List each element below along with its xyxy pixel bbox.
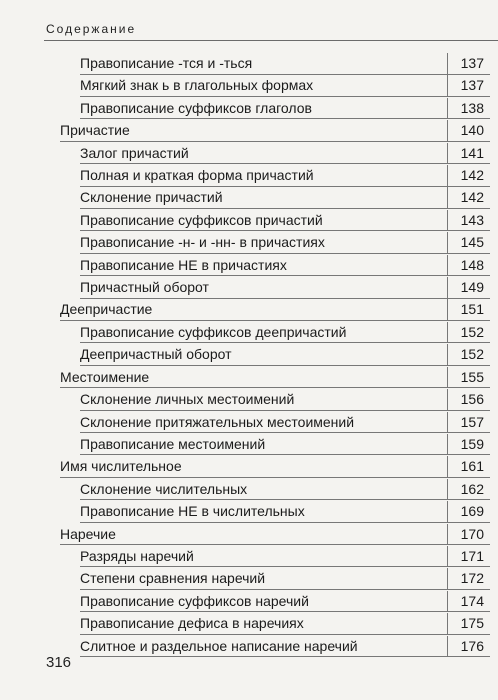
toc-entry-title: Деепричастие	[60, 301, 153, 318]
toc-entry-page: 171	[460, 547, 484, 564]
toc-entry-underline	[80, 499, 490, 500]
toc-entry-title: Правописание суффиксов причастий	[80, 211, 323, 228]
toc-entry-underline	[60, 387, 490, 388]
toc-entry-underline	[80, 589, 490, 590]
toc-entry-title: Правописание -н- и -нн- в причастиях	[80, 234, 325, 251]
toc-entry-underline	[60, 477, 490, 478]
toc-entry-row[interactable]	[60, 322, 490, 344]
toc-entry-title: Склонение притяжательных местоимений	[80, 413, 355, 430]
header-divider	[44, 40, 498, 41]
toc-entry-underline	[80, 410, 490, 411]
toc-page-separator	[447, 412, 448, 433]
toc-section-row[interactable]	[60, 367, 490, 389]
toc-entry-page: 172	[460, 570, 484, 587]
toc-entry-page: 169	[460, 503, 484, 520]
toc-page-separator	[447, 501, 448, 522]
toc-entry-title: Правописание суффиксов наречий	[80, 592, 309, 609]
toc-page-separator	[447, 210, 448, 231]
toc-entry-title: Причастный оборот	[80, 279, 209, 296]
toc-entry-row[interactable]	[60, 143, 490, 165]
toc-entry-underline	[80, 96, 490, 97]
toc-page-separator	[447, 143, 448, 164]
toc-page-separator	[447, 389, 448, 410]
toc-entry-row[interactable]	[60, 75, 490, 97]
toc-entry-page: 157	[460, 413, 484, 430]
toc-section-row[interactable]	[60, 299, 490, 321]
toc-entry-title: Правописание местоимений	[80, 435, 266, 452]
toc-page-separator	[447, 568, 448, 589]
toc-entry-row[interactable]	[60, 232, 490, 254]
toc-entry-row[interactable]	[60, 568, 490, 590]
toc-entry-title: Разряды наречий	[80, 547, 194, 564]
toc-entry-underline	[80, 342, 490, 343]
toc-entry-underline	[80, 432, 490, 433]
toc-entry-row[interactable]	[60, 479, 490, 501]
toc-page-separator	[447, 120, 448, 141]
toc-page-separator	[447, 636, 448, 657]
toc-entry-title: Правописание НЕ в числительных	[80, 503, 305, 520]
toc-entry-page: 174	[460, 592, 484, 609]
toc-entry-title: Склонение личных местоимений	[80, 391, 295, 408]
toc-entry-underline	[80, 365, 490, 366]
toc-entry-page: 175	[460, 615, 484, 632]
toc-entry-page: 145	[460, 234, 484, 251]
toc-section-row[interactable]	[60, 456, 490, 478]
toc-entry-row[interactable]	[60, 187, 490, 209]
toc-entry-row[interactable]	[60, 546, 490, 568]
toc-entry-underline	[80, 275, 490, 276]
toc-entry-title: Склонение числительных	[80, 480, 248, 497]
toc-page-separator	[447, 434, 448, 455]
toc-entry-page: 162	[460, 480, 484, 497]
toc-page-separator	[447, 613, 448, 634]
toc-entry-underline	[60, 141, 490, 142]
toc-entry-title: Слитное и раздельное написание наречий	[80, 637, 358, 654]
toc-entry-title: Причастие	[60, 122, 130, 139]
toc-entry-row[interactable]	[60, 165, 490, 187]
toc-entry-page: 152	[460, 323, 484, 340]
toc-entry-page: 156	[460, 391, 484, 408]
toc-entry-title: Имя числительное	[60, 458, 182, 475]
toc-entry-underline	[80, 186, 490, 187]
toc-entry-title: Мягкий знак ь в глагольных формах	[80, 77, 314, 94]
toc-entry-title: Правописание НЕ в причастиях	[80, 256, 287, 273]
toc-page-separator	[447, 75, 448, 96]
toc-entry-page: 155	[460, 368, 484, 385]
toc-entry-row[interactable]	[60, 389, 490, 411]
toc-entry-page: 149	[460, 279, 484, 296]
toc-entry-title: Местоимение	[60, 368, 150, 385]
toc-entry-page: 141	[460, 144, 484, 161]
table-of-contents	[60, 53, 490, 658]
toc-entry-underline	[80, 656, 490, 657]
toc-entry-page: 159	[460, 435, 484, 452]
toc-entry-title: Степени сравнения наречий	[80, 570, 266, 587]
page-number: 316	[46, 654, 72, 671]
toc-entry-row[interactable]	[60, 412, 490, 434]
toc-entry-row[interactable]	[60, 53, 490, 75]
toc-entry-page: 142	[460, 167, 484, 184]
toc-page-separator	[447, 299, 448, 320]
toc-section-row[interactable]	[60, 120, 490, 142]
toc-entry-row[interactable]	[60, 344, 490, 366]
toc-entry-title: Правописание дефиса в наречиях	[80, 615, 304, 632]
toc-page-separator	[447, 98, 448, 119]
toc-entry-page: 143	[460, 211, 484, 228]
toc-entry-underline	[80, 522, 490, 523]
toc-entry-underline	[80, 253, 490, 254]
toc-entry-page: 140	[460, 122, 484, 139]
toc-entry-title: Залог причастий	[80, 144, 189, 161]
toc-entry-title: Наречие	[60, 525, 116, 542]
toc-page-separator	[447, 322, 448, 343]
toc-entry-page: 152	[460, 346, 484, 363]
toc-entry-title: Полная и краткая форма причастий	[80, 167, 314, 184]
toc-entry-page: 137	[460, 77, 484, 94]
toc-entry-underline	[80, 634, 490, 635]
toc-page-separator	[447, 165, 448, 186]
toc-entry-row[interactable]	[60, 434, 490, 456]
toc-entry-page: 170	[460, 525, 484, 542]
toc-entry-title: Деепричастный оборот	[80, 346, 232, 363]
toc-entry-row[interactable]	[60, 501, 490, 523]
toc-entry-underline	[80, 454, 490, 455]
toc-entry-underline	[60, 320, 490, 321]
toc-entry-row[interactable]	[60, 255, 490, 277]
toc-entry-page: 161	[460, 458, 484, 475]
toc-entry-row[interactable]	[60, 210, 490, 232]
toc-page-separator	[447, 367, 448, 388]
toc-entry-underline	[80, 163, 490, 164]
toc-entry-page: 148	[460, 256, 484, 273]
toc-page-separator	[447, 232, 448, 253]
toc-entry-row[interactable]	[60, 98, 490, 120]
toc-page-separator	[447, 546, 448, 567]
toc-entry-page: 176	[460, 637, 484, 654]
toc-entry-title: Склонение причастий	[80, 189, 223, 206]
toc-page-separator	[447, 255, 448, 276]
toc-page-separator	[447, 591, 448, 612]
toc-entry-underline	[80, 208, 490, 209]
toc-page-separator	[447, 479, 448, 500]
toc-entry-underline	[80, 611, 490, 612]
toc-page-separator	[447, 53, 448, 74]
toc-entry-title: Правописание -тся и -ться	[80, 55, 253, 71]
toc-entry-underline	[80, 298, 490, 299]
toc-entry-title: Правописание суффиксов деепричастий	[80, 323, 347, 340]
toc-section-row[interactable]	[60, 524, 490, 546]
toc-entry-title: Правописание суффиксов глаголов	[80, 99, 312, 116]
toc-entry-underline	[80, 566, 490, 567]
toc-entry-page: 137	[460, 55, 484, 71]
toc-entry-page: 151	[460, 301, 484, 318]
toc-entry-row[interactable]	[60, 277, 490, 299]
toc-entry-row[interactable]	[60, 636, 490, 658]
toc-entry-underline	[60, 544, 490, 545]
toc-page-separator	[447, 277, 448, 298]
toc-entry-page: 142	[460, 189, 484, 206]
toc-entry-page: 138	[460, 99, 484, 116]
toc-entry-row[interactable]	[60, 591, 490, 613]
toc-entry-underline	[80, 230, 490, 231]
toc-entry-row[interactable]	[60, 613, 490, 635]
toc-entry-underline	[80, 74, 490, 75]
toc-entry-underline	[80, 118, 490, 119]
toc-page-separator	[447, 524, 448, 545]
toc-page-separator	[447, 344, 448, 365]
page-header-title: Содержание	[46, 22, 137, 36]
toc-page-separator	[447, 456, 448, 477]
toc-page-separator	[447, 187, 448, 208]
